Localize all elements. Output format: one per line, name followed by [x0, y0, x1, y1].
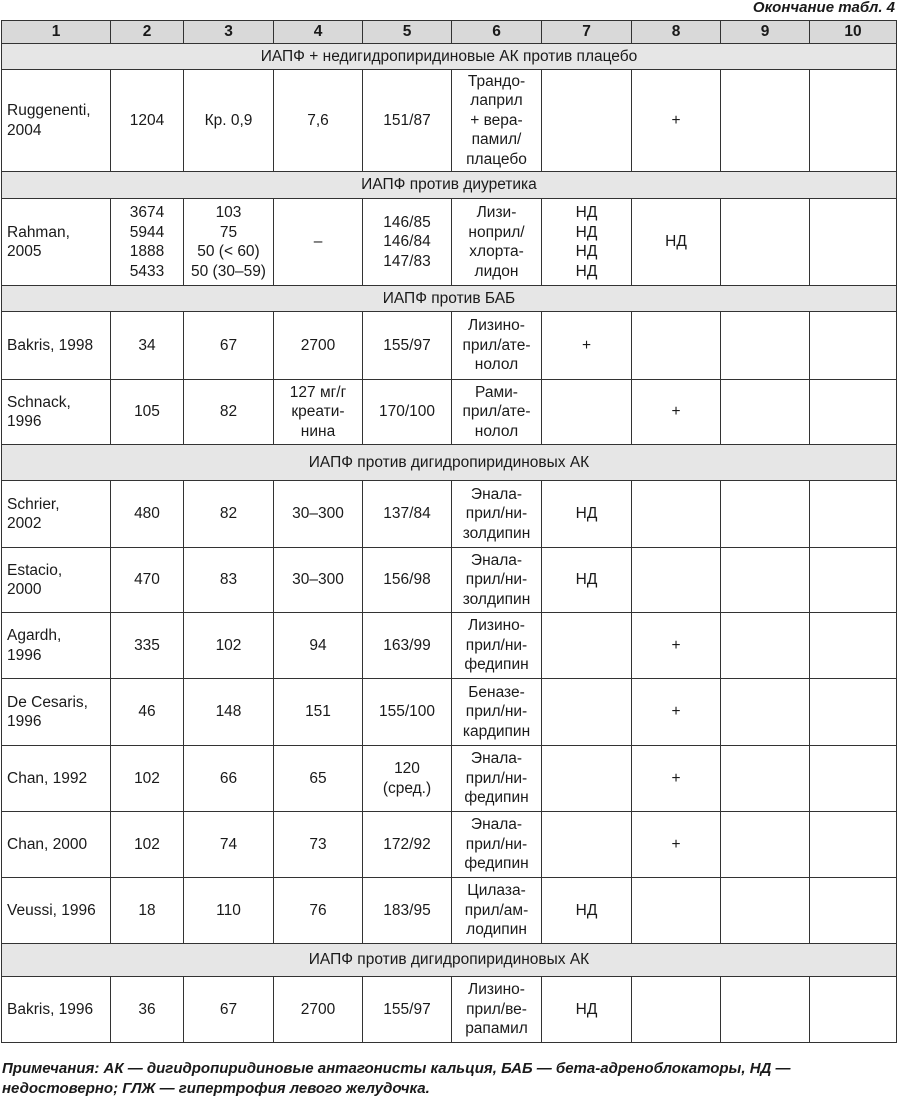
table-cell	[810, 481, 897, 548]
table-cell	[721, 548, 810, 613]
table-cell	[721, 481, 810, 548]
table-cell: Veussi, 1996	[2, 878, 111, 944]
table-row	[2, 679, 897, 746]
column-header: 4	[274, 21, 363, 44]
table-row	[2, 878, 897, 944]
table-cell: Лизино- прил/ве- рапамил	[452, 977, 542, 1043]
column-header: 1	[2, 21, 111, 44]
table-cell: 94	[274, 613, 363, 679]
table-cell: НД	[542, 548, 632, 613]
table-row	[2, 746, 897, 812]
table-cell	[721, 679, 810, 746]
table-cell: +	[632, 70, 721, 172]
table-cell	[721, 878, 810, 944]
table-cell: 155/100	[363, 679, 452, 746]
table-cell	[810, 613, 897, 679]
table-cell: Ruggenenti, 2004	[2, 70, 111, 172]
table-cell: Лизино- прил/ни- федипин	[452, 613, 542, 679]
table-cell: 74	[184, 812, 274, 878]
table-caption: Окончание табл. 4	[752, 0, 895, 16]
table-cell	[721, 199, 810, 286]
section-title: ИАПФ против диуретика	[2, 172, 897, 199]
table-cell	[810, 312, 897, 380]
column-header: 8	[632, 21, 721, 44]
table-cell: НД	[542, 977, 632, 1043]
table-row	[2, 481, 897, 548]
table-cell: 155/97	[363, 312, 452, 380]
table-cell: Estacio, 2000	[2, 548, 111, 613]
section-title: ИАПФ против БАБ	[2, 286, 897, 312]
table-row	[2, 548, 897, 613]
table-cell: 156/98	[363, 548, 452, 613]
table-cell: +	[632, 746, 721, 812]
table-cell: Энала- прил/ни- федипин	[452, 746, 542, 812]
table-cell: Энала- прил/ни- федипин	[452, 812, 542, 878]
column-header: 5	[363, 21, 452, 44]
table-cell: 183/95	[363, 878, 452, 944]
table-cell: 127 мг/г креати- нина	[274, 380, 363, 445]
table-cell	[542, 679, 632, 746]
table-cell	[810, 878, 897, 944]
section-row	[2, 944, 897, 977]
table-row	[2, 613, 897, 679]
table-cell	[721, 380, 810, 445]
table-cell	[721, 70, 810, 172]
table-cell: –	[274, 199, 363, 286]
table-cell: 146/85 146/84 147/83	[363, 199, 452, 286]
table-cell: 151/87	[363, 70, 452, 172]
table-cell	[632, 481, 721, 548]
table-cell: 36	[111, 977, 184, 1043]
table-cell	[810, 812, 897, 878]
table-cell: Кр. 0,9	[184, 70, 274, 172]
table-cell	[721, 812, 810, 878]
table-cell: +	[542, 312, 632, 380]
table-cell: Bakris, 1996	[2, 977, 111, 1043]
table-cell: 2700	[274, 312, 363, 380]
table-cell: 120 (сред.)	[363, 746, 452, 812]
table-cell: 30–300	[274, 481, 363, 548]
section-title: ИАПФ против дигидропиридиновых АК	[2, 944, 897, 977]
table-cell: 18	[111, 878, 184, 944]
table-cell	[632, 548, 721, 613]
table-cell	[542, 613, 632, 679]
table-cell	[721, 613, 810, 679]
table-cell	[632, 312, 721, 380]
table-cell: 155/97	[363, 977, 452, 1043]
section-title: ИАПФ против дигидропиридиновых АК	[2, 445, 897, 481]
table-cell: Цилаза- прил/ам- лодипин	[452, 878, 542, 944]
table-cell: +	[632, 812, 721, 878]
table-cell: 3674 5944 1888 5433	[111, 199, 184, 286]
table-cell: 66	[184, 746, 274, 812]
table-cell: 2700	[274, 977, 363, 1043]
table-cell	[810, 70, 897, 172]
table-cell	[810, 380, 897, 445]
table-cell: Rahman, 2005	[2, 199, 111, 286]
table-cell: 30–300	[274, 548, 363, 613]
table-row	[2, 812, 897, 878]
section-row	[2, 286, 897, 312]
table-cell: НД	[542, 481, 632, 548]
table-cell: Chan, 1992	[2, 746, 111, 812]
table-cell	[721, 312, 810, 380]
table-cell: +	[632, 679, 721, 746]
table-cell: 163/99	[363, 613, 452, 679]
column-header: 6	[452, 21, 542, 44]
table-cell	[810, 977, 897, 1043]
table-cell: Schrier, 2002	[2, 481, 111, 548]
table-cell: 470	[111, 548, 184, 613]
section-row	[2, 172, 897, 199]
table-cell	[542, 746, 632, 812]
table-cell: 137/84	[363, 481, 452, 548]
table-cell: 46	[111, 679, 184, 746]
data-table	[1, 20, 897, 1043]
table-cell: 105	[111, 380, 184, 445]
section-row	[2, 445, 897, 481]
table-cell: Лизи- ноприл/ хлорта- лидон	[452, 199, 542, 286]
table-cell	[542, 812, 632, 878]
table-row	[2, 70, 897, 172]
table-cell: 67	[184, 312, 274, 380]
header-row	[2, 21, 897, 44]
table-cell	[632, 977, 721, 1043]
table-cell	[721, 746, 810, 812]
table-cell: НД	[632, 199, 721, 286]
column-header: 10	[810, 21, 897, 44]
table-cell: 151	[274, 679, 363, 746]
table-notes: Примечания: АК — дигидропиридиновые антагонисты кальция, БАБ — бета-адреноблокаторы, НД — недостоверно; ГЛЖ — гипертрофия левого желудочка.	[2, 1060, 791, 1097]
table-cell: Schnack, 1996	[2, 380, 111, 445]
table-cell: 34	[111, 312, 184, 380]
table-cell: Беназе- прил/ни- кардипин	[452, 679, 542, 746]
table-cell	[810, 199, 897, 286]
table-cell: НД НД НД НД	[542, 199, 632, 286]
table-cell: Agardh, 1996	[2, 613, 111, 679]
table-cell	[542, 380, 632, 445]
table-cell: Энала- прил/ни- золдипин	[452, 548, 542, 613]
table-cell: 82	[184, 481, 274, 548]
table-cell: 102	[184, 613, 274, 679]
table-cell: 480	[111, 481, 184, 548]
column-header: 9	[721, 21, 810, 44]
table-cell: 335	[111, 613, 184, 679]
table-cell	[810, 548, 897, 613]
table-cell: 102	[111, 812, 184, 878]
table-cell: 76	[274, 878, 363, 944]
table-cell: Рами- прил/ате- нолол	[452, 380, 542, 445]
table-cell: +	[632, 380, 721, 445]
table-cell: 67	[184, 977, 274, 1043]
table-cell: 110	[184, 878, 274, 944]
table-cell: 7,6	[274, 70, 363, 172]
column-header: 3	[184, 21, 274, 44]
table-cell: Энала- прил/ни- золдипин	[452, 481, 542, 548]
table-cell	[721, 977, 810, 1043]
table-cell: НД	[542, 878, 632, 944]
table-cell: 73	[274, 812, 363, 878]
table-cell	[810, 746, 897, 812]
section-title: ИАПФ + недигидропиридиновые АК против плацебо	[2, 44, 897, 70]
table-cell: 170/100	[363, 380, 452, 445]
table-cell: 148	[184, 679, 274, 746]
section-row	[2, 44, 897, 70]
column-header: 7	[542, 21, 632, 44]
table-row	[2, 380, 897, 445]
table-cell: +	[632, 613, 721, 679]
table-cell	[542, 70, 632, 172]
table-cell: Трандо- лаприл + вера- памил/ плацебо	[452, 70, 542, 172]
column-header: 2	[111, 21, 184, 44]
table-cell: 65	[274, 746, 363, 812]
table-cell: 102	[111, 746, 184, 812]
table-cell: 83	[184, 548, 274, 613]
table-cell	[632, 878, 721, 944]
table-cell: 82	[184, 380, 274, 445]
table-cell: 103 75 50 (< 60) 50 (30–59)	[184, 199, 274, 286]
table-cell: 172/92	[363, 812, 452, 878]
table-cell: Bakris, 1998	[2, 312, 111, 380]
table-cell: 1204	[111, 70, 184, 172]
table-cell	[810, 679, 897, 746]
table-row	[2, 199, 897, 286]
table-cell: De Cesaris, 1996	[2, 679, 111, 746]
table-cell: Chan, 2000	[2, 812, 111, 878]
table-row	[2, 977, 897, 1043]
table-row	[2, 312, 897, 380]
table-cell: Лизино- прил/ате- нолол	[452, 312, 542, 380]
